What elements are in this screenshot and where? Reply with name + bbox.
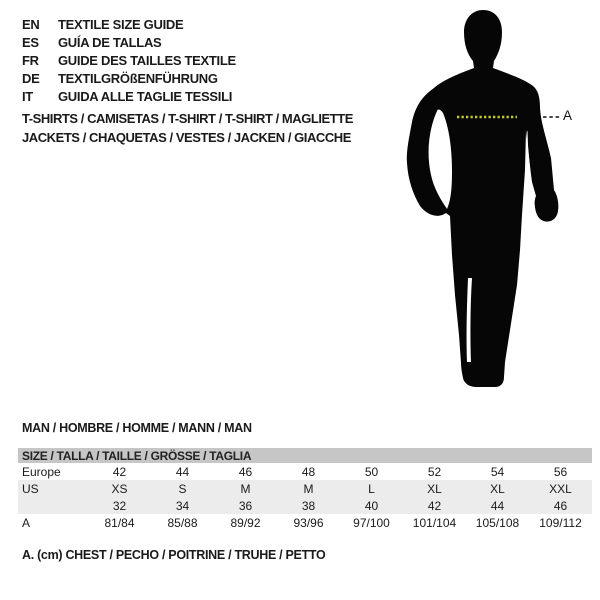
size-table-row	[18, 463, 592, 480]
measure-footnote: A. (cm) CHEST / PECHO / POITRINE / TRUHE / PETTO	[22, 548, 326, 562]
language-label: GUIDA ALLE TAGLIE TESSILI	[58, 88, 233, 104]
size-cell: 42	[427, 498, 442, 513]
gender-caption: MAN / HOMBRE / HOMME / MANN / MAN	[22, 421, 252, 435]
language-label: GUIDE DES TAILLES TEXTILE	[58, 52, 236, 68]
size-cell: M	[303, 481, 314, 496]
language-row	[22, 33, 236, 51]
size-table-row	[18, 480, 592, 497]
size-cell: 32	[112, 498, 127, 513]
size-cell: S	[178, 481, 187, 496]
size-cell: 42	[112, 464, 127, 479]
language-code: IT	[22, 88, 33, 104]
size-cell: 44	[490, 498, 505, 513]
size-cell: L	[368, 481, 375, 496]
size-cell: 105/108	[475, 515, 520, 530]
category-jackets: JACKETS / CHAQUETAS / VESTES / JACKEN / GIACCHE	[22, 129, 351, 145]
man-figure	[405, 8, 585, 394]
language-row	[22, 87, 236, 105]
size-cell: 38	[301, 498, 316, 513]
language-code: DE	[22, 70, 40, 86]
language-list	[22, 15, 236, 105]
size-cell: XXL	[549, 481, 572, 496]
size-cell: 97/100	[353, 515, 390, 530]
size-table-rows	[18, 463, 592, 531]
size-cell: 56	[553, 464, 568, 479]
size-cell: XL	[427, 481, 442, 496]
size-cell: 109/112	[539, 515, 582, 530]
size-cell: 81/84	[104, 515, 135, 530]
size-cell: 44	[175, 464, 190, 479]
size-cell: 40	[364, 498, 379, 513]
garment-categories	[22, 110, 353, 147]
language-row	[22, 15, 236, 33]
language-label: TEXTILGRÖßENFÜHRUNG	[58, 70, 218, 86]
man-silhouette	[405, 8, 585, 394]
size-cell: 93/96	[293, 515, 324, 530]
size-cell: 85/88	[167, 515, 198, 530]
size-row-label: A	[22, 515, 31, 530]
size-cell: XS	[111, 481, 128, 496]
size-table-row	[18, 497, 592, 514]
size-cell: 101/104	[412, 515, 457, 530]
language-label: TEXTILE SIZE GUIDE	[58, 16, 184, 32]
size-cell: M	[240, 481, 251, 496]
size-cell: 46	[553, 498, 568, 513]
language-code: FR	[22, 52, 39, 68]
size-row-label: US	[22, 481, 39, 496]
size-cell: 36	[238, 498, 253, 513]
size-cell: 54	[490, 464, 505, 479]
size-cell: XL	[490, 481, 505, 496]
size-row-label: Europe	[22, 464, 61, 479]
language-row	[22, 51, 236, 69]
measure-label-a: A	[563, 108, 573, 123]
language-row	[22, 69, 236, 87]
size-cell: 50	[364, 464, 379, 479]
size-cell: 89/92	[230, 515, 261, 530]
size-cell: 52	[427, 464, 442, 479]
language-code: EN	[22, 16, 40, 32]
size-table-header: SIZE / TALLA / TAILLE / GRÖSSE / TAGLIA	[18, 448, 592, 463]
man-silhouette-body	[407, 10, 559, 387]
size-table-row	[18, 514, 592, 531]
category-tshirts: T-SHIRTS / CAMISETAS / T-SHIRT / T-SHIRT / MAGLIETTE	[22, 111, 353, 126]
language-code: ES	[22, 34, 39, 50]
size-table	[18, 448, 592, 531]
size-cell: 46	[238, 464, 253, 479]
language-label: GUÍA DE TALLAS	[58, 34, 162, 50]
size-cell: 34	[175, 498, 190, 513]
size-cell: 48	[301, 464, 316, 479]
